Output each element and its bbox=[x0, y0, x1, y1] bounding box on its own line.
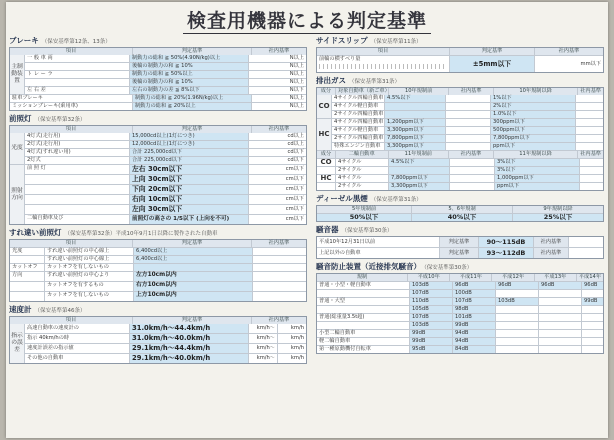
table-header: 規制 平成10年 平成11年 平成12年 平成13年 平成14年 bbox=[317, 274, 603, 281]
table-row: 第一種原動機付自転車 95dB 84dB bbox=[317, 345, 603, 353]
table-row: 特殊エンジン自動車 3,300ppm以下 ppm以下 bbox=[332, 142, 603, 150]
table-row: 4サイクル四輪自動車 4.5%以下 1%以下 bbox=[332, 95, 603, 102]
table-row: 2サイクル 3,300ppm以下 ppm以下 bbox=[317, 182, 603, 190]
table-row: 軽二輪自動車 99dB 94dB bbox=[317, 337, 603, 345]
table-row: 後輪の制動力の和 ≧ 10% N以上 bbox=[25, 62, 306, 70]
table-row: 2サイクル四輪自動車 7,800ppm以下 7,800ppm以下 bbox=[332, 134, 603, 142]
table-header: 項目 判定基準 社内基準 bbox=[10, 126, 306, 133]
table-row: 二輪自動車及び 前照灯の高さの 1/5以下 (上向を不可) cm以下 bbox=[27, 215, 304, 222]
table-row: ト レ ー ラ 制動力の総和 ≧ 50%以上 N以上 bbox=[27, 71, 304, 77]
table-row: 一 般 車 両 制動力の総和 ≧ 50%(4.90N/kg)以上 N以上 bbox=[27, 55, 304, 61]
co-label: CO bbox=[317, 95, 332, 118]
table-row: 2灯式(走行用) 12,000cd以上(1灯につき) cd以上 bbox=[27, 141, 304, 147]
table-row: 4灯式(走行用) 15,000cd以上(1灯につき) cd以上 bbox=[27, 133, 304, 139]
table-header: 成分 二輪自動車 11年規制前 社内基準 11年規制以降 社内基準 bbox=[317, 150, 603, 158]
table-row: 4サイクル四輪自動車 1,200ppm以下 300ppm以下 bbox=[332, 119, 603, 126]
table-row: その他の自動車 29.1km/h～40.0km/h km/h～ km/h bbox=[27, 354, 304, 362]
table-row: 4サイクル軽自動車 2%以下 bbox=[332, 102, 603, 110]
table-row: 左向 30cm以下 cm以下 bbox=[25, 204, 306, 214]
passing-table bbox=[9, 239, 307, 302]
table-header: 項目 判定基準 社内基準 bbox=[10, 240, 306, 247]
table-row: 上向 30cm以下 cm以下 bbox=[25, 174, 306, 184]
headlight-group-label: 光度 bbox=[10, 133, 25, 164]
table-row: 4灯式(すれ違い用) 合計 225,000cd以下 cd以下 bbox=[27, 149, 304, 155]
table-row: 上記以外の自動車 判定基準 93～112dB 社内基準 bbox=[317, 247, 603, 258]
table-row: CO 4サイクル 4.5%以下 3%以下 bbox=[317, 158, 603, 166]
exhaust-table bbox=[316, 87, 604, 191]
table-row: すれ違い前照灯の中心線上 6,400cd以上 bbox=[10, 255, 306, 263]
brake-table bbox=[9, 47, 307, 111]
table-row: 右向 10cm以下 cm以下 bbox=[25, 194, 306, 204]
table-row: 方向 すれ違い前照灯の中心より 左方10cm以内 bbox=[10, 271, 306, 281]
diesel-table bbox=[316, 205, 604, 222]
passing-heading: すれ違い前照灯 bbox=[9, 228, 62, 237]
table-header: 項目 判定基準 社内基準 bbox=[10, 48, 306, 55]
table-header: 5年規制前 5、6年規制 9年規制以降 bbox=[317, 206, 603, 213]
table-row: 光度 すれ違い前照灯の中心線上 6,400cd以上 bbox=[10, 247, 306, 255]
table-row: 下向 20cm以下 cm以下 bbox=[25, 184, 306, 194]
exhaust-noise-heading: 騒音防止装置（近接排気騒音） bbox=[316, 262, 421, 271]
table-row: HC 4サイクル 7,800ppm以下 1,000ppm以下 bbox=[317, 174, 603, 182]
table-row: 速度計誤差の指示値 29.1km/h～44.4km/h km/h～ km/h bbox=[27, 344, 304, 352]
brake-group-label: 主制動装置 bbox=[10, 55, 25, 94]
table-row: 107dB 100dB bbox=[317, 289, 603, 297]
horn-table bbox=[316, 236, 604, 259]
table-row: カットオフを有しないもの 上方10cm以内 bbox=[10, 291, 306, 301]
brake-section bbox=[9, 36, 307, 111]
headlight-table bbox=[9, 125, 307, 225]
table-row: 2サイクル四輪自動車 1.0%以下 bbox=[332, 110, 603, 118]
horn-section: 騒音器 （保安基準第30条） 平成10年12月31日以前 判定基準 90～115dB 社内基準 上記以外の自動車 判定基準 93～112dB 社内基準 bbox=[316, 225, 604, 259]
table-row: 105dB 98dB bbox=[317, 305, 603, 313]
exhaust-heading: 排出ガス bbox=[316, 76, 346, 85]
exhaust-noise-section: 騒音防止装置（近接排気騒音） （保安基準第30条） 規制 平成10年 平成11年 平成12年 平成13年 平成14年 普通・小型・軽自動車 103dB 96dB 96dB 96dB 96dB 107dB 100dB 普通・大型 110dB 107dB 103dB 99dB 105dB 98dB 普通(総重量3.5t超) 107dB 101dB 103dB 99dB 小型二輪自動車 99dB 94dB 軽二輪自動車 99dB 94dB 第一種原動機付自転車 95dB 84dB bbox=[316, 262, 604, 354]
slip-gauge-strip bbox=[319, 64, 447, 69]
speedo-table bbox=[9, 316, 307, 364]
poster-title: 検査用機器による判定基準 bbox=[6, 6, 608, 33]
sideslip-heading: サイドスリップ bbox=[316, 36, 368, 45]
table-row: 2サイクル 3%以下 bbox=[317, 166, 603, 174]
sideslip-table bbox=[316, 47, 604, 73]
horn-heading: 騒音器 bbox=[316, 225, 339, 234]
exhaust-section: 排出ガス （保安基準第31条） 成分 対象自動車（新ご車） 10年規制前 社内基準 10年規制以降 社内基準 CO 4サイクル四輪自動車 4.5%以下 1%以下 4サイクル軽自動車 2%以下 2サイクル四輪自動車 1.0%以下 HC 4サイクル四輪自動車 1,200ppm以下 300ppm以下 4サイクル軽自動車 3,300ppm以下 500ppm以下 2サイクル四輪自動車 7,800ppm以下 7,800ppm以下 特殊エンジン自動車 3,300ppm以下 ppm以下 成分 二輪自動車 11年規制前 社内基準 11年規制以降 社内基準 CO 4サイクル 4.5%以下 3%以下 2サイクル 3%以下 HC 4サイクル 7,800ppm以下 1,000ppm以下 2サイクル 3,300ppm以下 ppm以下 bbox=[316, 76, 604, 191]
table-row: 普通・小型・軽自動車 103dB 96dB 96dB 96dB 96dB bbox=[317, 281, 603, 289]
hc-label: HC bbox=[317, 119, 332, 150]
table-row: 左 右 差 左右の制動力の差 ≦ 8%以下 N以下 bbox=[27, 87, 304, 93]
table-header: 項目 判定基準 社内基準 bbox=[317, 48, 603, 55]
table-header: 成分 対象自動車（新ご車） 10年規制前 社内基準 10年規制以降 社内基準 bbox=[317, 88, 603, 95]
headlight-heading: 前照灯 bbox=[9, 114, 32, 123]
brake-note: （保安基準第12条、13条） bbox=[41, 39, 111, 45]
table-row: 50%以下 40%以下 25%以下 bbox=[317, 213, 603, 221]
table-row: 4サイクル軽自動車 3,300ppm以下 500ppm以下 bbox=[332, 126, 603, 134]
headlight-section: 前照灯 （保安基準第32条） 項目 判定基準 社内基準 光度 4灯式(走行用) 15,000cd以上(1灯につき) cd以上 2灯式(走行用) 12,000cd以上(1灯につき) cd以上 4灯式(すれ違い用) 合計 225,000cd以下 cd以下 2灯式 合計 225,000cd以下 cd以下 照射方向 前 照 灯 左右 30cm以下 cm以下 上向 30cm以下 cm以下 下向 20cm以下 cm以下 右向 10cm以下 cm以下 左向 30cm以下 cm以下 二輪自動車及び 前照灯の高さの 1/5以下 (上向を不可) cm以下 bbox=[9, 114, 307, 225]
table-row: 高速自動車の速度計の 31.0km/h～44.4km/h km/h～ km/h bbox=[27, 324, 304, 332]
diesel-heading: ディーゼル黒煙 bbox=[316, 194, 368, 203]
table-row: カットオフを有するもの 右方10cm以内 bbox=[10, 281, 306, 291]
table-row: 後輪の制動力の和 ≧ 10% N以上 bbox=[25, 78, 306, 86]
table-row: 103dB 99dB bbox=[317, 321, 603, 329]
brake-heading: ブレーキ bbox=[9, 36, 39, 45]
table-row: 普通・大型 110dB 107dB 103dB 99dB bbox=[317, 297, 603, 305]
exhaust-noise-table bbox=[316, 273, 604, 354]
table-row: ミッションブレーキ(乗用車) 制動力の総和 ≧ 20%以上 N以上 bbox=[12, 103, 304, 109]
passing-beam-section: すれ違い前照灯 （保安基準第32条）平成10年9月1日以降に製作された自動車 項目 判定基準 社内基準 光度 すれ違い前照灯の中心線上 6,400cd以上 すれ違い前照灯の中心線上 6,400cd以上 カットオフ カットオフを有しないもの 方向 すれ違い前照灯の中心より 左方10cm以内 カットオフを有するもの 右方10cm以内 カットオフを有しないもの 上方10cm以内 bbox=[9, 228, 307, 302]
table-header: 項目 判定基準 社内基準 bbox=[10, 317, 306, 324]
speedo-heading: 速度計 bbox=[9, 305, 32, 314]
diesel-section: ディーゼル黒煙 （保安基準第31条） 5年規制前 5、6年規制 9年規制以降 50%以下 40%以下 25%以下 bbox=[316, 194, 604, 222]
regulation-poster bbox=[6, 2, 608, 438]
right-column bbox=[316, 36, 604, 357]
left-column bbox=[9, 36, 307, 367]
table-row: 前輪の横すべり量 ±5mm以下 mm以下 bbox=[317, 55, 603, 72]
table-row: 平成10年12月31日以前 判定基準 90～115dB 社内基準 bbox=[317, 237, 603, 247]
speedo-group-label: 指示の誤差 bbox=[10, 324, 25, 363]
speedometer-section: 速度計 （保安基準第46条） 項目 判定基準 社内基準 指示の誤差 高速自動車の速度計の 31.0km/h～44.4km/h km/h～ km/h 指示 40km/hの時 31.0km/h～40.0km/h km/h～ km/h 速度計誤差の指示値 29.1km/h～44.4km/h km/h～ km/h その他の自動車 29.1km/h～40.0km/h km/h～ km/h bbox=[9, 305, 307, 364]
table-row: 指示 40km/hの時 31.0km/h～40.0km/h km/h～ km/h bbox=[27, 334, 304, 342]
table-row: 普通(総重量3.5t超) 107dB 101dB bbox=[317, 313, 603, 321]
table-row: 小型二輪自動車 99dB 94dB bbox=[317, 329, 603, 337]
table-row: カットオフ カットオフを有しないもの bbox=[10, 263, 306, 271]
table-row: 駐車ブレーキ 制動力の総和 ≧ 20%(1.96N/kg)以上 N以上 bbox=[12, 95, 304, 101]
headlight-group-label: 照射方向 bbox=[10, 165, 25, 224]
sideslip-section: サイドスリップ （保安基準第11条） 項目 判定基準 社内基準 前輪の横すべり量 ±5mm以下 mm以下 bbox=[316, 36, 604, 73]
table-row: 前 照 灯 左右 30cm以下 cm以下 bbox=[27, 165, 304, 173]
table-row: 2灯式 合計 225,000cd以下 cd以下 bbox=[27, 157, 304, 163]
